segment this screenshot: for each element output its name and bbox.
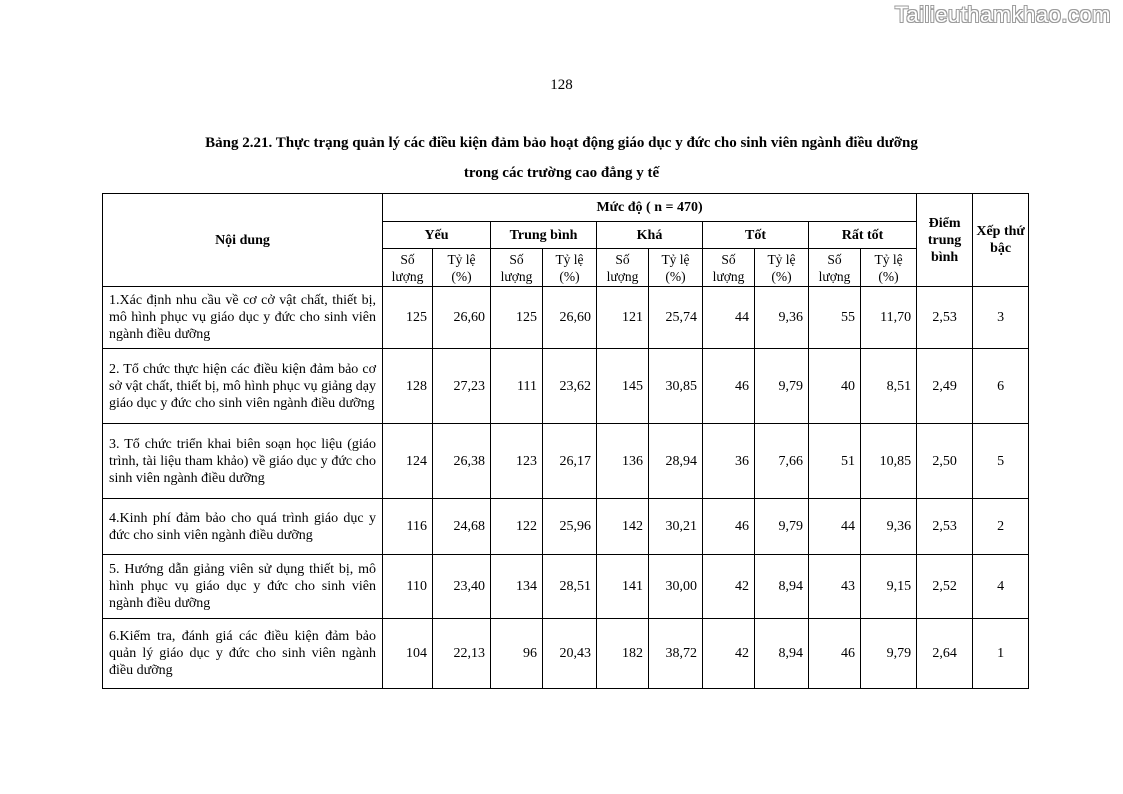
- cell-count: 125: [491, 287, 543, 349]
- header-level-very-good: Rất tốt: [809, 222, 917, 249]
- header-level-fair: Khá: [597, 222, 703, 249]
- cell-ratio: 26,60: [543, 287, 597, 349]
- subheader-count: Số lượng: [491, 249, 543, 287]
- cell-ratio: 8,94: [755, 555, 809, 619]
- cell-count: 46: [809, 619, 861, 689]
- cell-mean: 2,53: [917, 499, 973, 555]
- cell-mean: 2,49: [917, 349, 973, 424]
- cell-count: 116: [383, 499, 433, 555]
- header-level-average: Trung bình: [491, 222, 597, 249]
- row-content: 5. Hướng dẫn giảng viên sử dụng thiết bị, mô hình phục vụ giáo dục y đức cho sinh viên ngành điều dưỡng: [103, 555, 383, 619]
- cell-ratio: 28,94: [649, 424, 703, 499]
- cell-count: 42: [703, 555, 755, 619]
- cell-ratio: 24,68: [433, 499, 491, 555]
- cell-count: 96: [491, 619, 543, 689]
- cell-count: 142: [597, 499, 649, 555]
- cell-ratio: 22,13: [433, 619, 491, 689]
- table-caption-line-2: trong các trường cao đẳng y tế: [463, 165, 660, 181]
- table-body: [103, 287, 1029, 689]
- cell-rank: 2: [973, 499, 1029, 555]
- cell-ratio: 26,17: [543, 424, 597, 499]
- cell-count: 121: [597, 287, 649, 349]
- table-row: [103, 349, 1029, 424]
- subheader-ratio: Tỷ lệ (%): [861, 249, 917, 287]
- subheader-count: Số lượng: [809, 249, 861, 287]
- cell-mean: 2,53: [917, 287, 973, 349]
- table-row: [103, 424, 1029, 499]
- cell-count: 44: [703, 287, 755, 349]
- cell-rank: 3: [973, 287, 1029, 349]
- header-level: Mức độ ( n = 470): [383, 194, 917, 222]
- subheader-ratio: Tỷ lệ (%): [543, 249, 597, 287]
- cell-count: 51: [809, 424, 861, 499]
- cell-ratio: 38,72: [649, 619, 703, 689]
- watermark: Tailieuthamkhao.com: [894, 2, 1111, 27]
- table-row: [103, 619, 1029, 689]
- cell-rank: 1: [973, 619, 1029, 689]
- row-content: 4.Kinh phí đảm bảo cho quá trình giáo dục y đức cho sinh viên ngành điều dưỡng: [103, 499, 383, 555]
- row-content: 2. Tổ chức thực hiện các điều kiện đảm bảo cơ sở vật chất, thiết bị, mô hình phục vụ giảng dạy giáo dục y đức cho sinh viên ngành điều dưỡng: [103, 349, 383, 424]
- row-content: 3. Tổ chức triển khai biên soạn học liệu (giáo trình, tài liệu tham khảo) về giáo dục y đức cho sinh viên ngành điều dưỡng: [103, 424, 383, 499]
- cell-count: 55: [809, 287, 861, 349]
- cell-count: 42: [703, 619, 755, 689]
- cell-ratio: 26,38: [433, 424, 491, 499]
- cell-ratio: 9,36: [755, 287, 809, 349]
- cell-count: 124: [383, 424, 433, 499]
- cell-mean: 2,50: [917, 424, 973, 499]
- subheader-count: Số lượng: [703, 249, 755, 287]
- table-row: [103, 287, 1029, 349]
- subheader-count: Số lượng: [597, 249, 649, 287]
- cell-ratio: 10,85: [861, 424, 917, 499]
- cell-ratio: 23,62: [543, 349, 597, 424]
- cell-rank: 4: [973, 555, 1029, 619]
- cell-ratio: 7,66: [755, 424, 809, 499]
- table-row: [103, 499, 1029, 555]
- cell-rank: 6: [973, 349, 1029, 424]
- cell-count: 182: [597, 619, 649, 689]
- cell-ratio: 11,70: [861, 287, 917, 349]
- cell-ratio: 30,21: [649, 499, 703, 555]
- cell-count: 141: [597, 555, 649, 619]
- cell-ratio: 8,51: [861, 349, 917, 424]
- cell-mean: 2,52: [917, 555, 973, 619]
- cell-count: 136: [597, 424, 649, 499]
- cell-count: 111: [491, 349, 543, 424]
- row-content: 6.Kiểm tra, đánh giá các điều kiện đảm bảo quản lý giáo dục y đức cho sinh viên ngành điều dưỡng: [103, 619, 383, 689]
- cell-count: 36: [703, 424, 755, 499]
- subheader-ratio: Tỷ lệ (%): [649, 249, 703, 287]
- cell-ratio: 25,96: [543, 499, 597, 555]
- cell-count: 44: [809, 499, 861, 555]
- cell-ratio: 9,79: [755, 349, 809, 424]
- header-level-good: Tốt: [703, 222, 809, 249]
- cell-count: 43: [809, 555, 861, 619]
- cell-ratio: 27,23: [433, 349, 491, 424]
- cell-ratio: 26,60: [433, 287, 491, 349]
- cell-count: 110: [383, 555, 433, 619]
- cell-count: 46: [703, 499, 755, 555]
- subheader-ratio: Tỷ lệ (%): [433, 249, 491, 287]
- cell-ratio: 25,74: [649, 287, 703, 349]
- cell-mean: 2,64: [917, 619, 973, 689]
- cell-ratio: 28,51: [543, 555, 597, 619]
- cell-ratio: 30,85: [649, 349, 703, 424]
- subheader-ratio: Tỷ lệ (%): [755, 249, 809, 287]
- data-table: [102, 193, 1029, 689]
- cell-count: 46: [703, 349, 755, 424]
- cell-count: 40: [809, 349, 861, 424]
- header-rank: Xếp thứ bậc: [973, 194, 1029, 287]
- cell-count: 123: [491, 424, 543, 499]
- cell-ratio: 23,40: [433, 555, 491, 619]
- header-mean: Điểm trung bình: [917, 194, 973, 287]
- cell-ratio: 9,15: [861, 555, 917, 619]
- cell-count: 104: [383, 619, 433, 689]
- cell-ratio: 9,79: [861, 619, 917, 689]
- cell-ratio: 9,79: [755, 499, 809, 555]
- cell-count: 125: [383, 287, 433, 349]
- cell-count: 145: [597, 349, 649, 424]
- header-level-weak: Yếu: [383, 222, 491, 249]
- cell-ratio: 9,36: [861, 499, 917, 555]
- subheader-count: Số lượng: [383, 249, 433, 287]
- table-caption-line-1: Bảng 2.21. Thực trạng quản lý các điều kiện đảm bảo hoạt động giáo dục y đức cho sinh viên ngành điều dưỡng: [205, 135, 918, 151]
- cell-count: 122: [491, 499, 543, 555]
- header-content: Nội dung: [103, 194, 383, 287]
- cell-ratio: 20,43: [543, 619, 597, 689]
- cell-rank: 5: [973, 424, 1029, 499]
- row-content: 1.Xác định nhu cầu về cơ cở vật chất, thiết bị, mô hình phục vụ giáo dục y đức cho sinh viên ngành điều dưỡng: [103, 287, 383, 349]
- cell-ratio: 8,94: [755, 619, 809, 689]
- cell-count: 134: [491, 555, 543, 619]
- cell-ratio: 30,00: [649, 555, 703, 619]
- table-row: [103, 555, 1029, 619]
- page-number: 128: [550, 77, 573, 93]
- cell-count: 128: [383, 349, 433, 424]
